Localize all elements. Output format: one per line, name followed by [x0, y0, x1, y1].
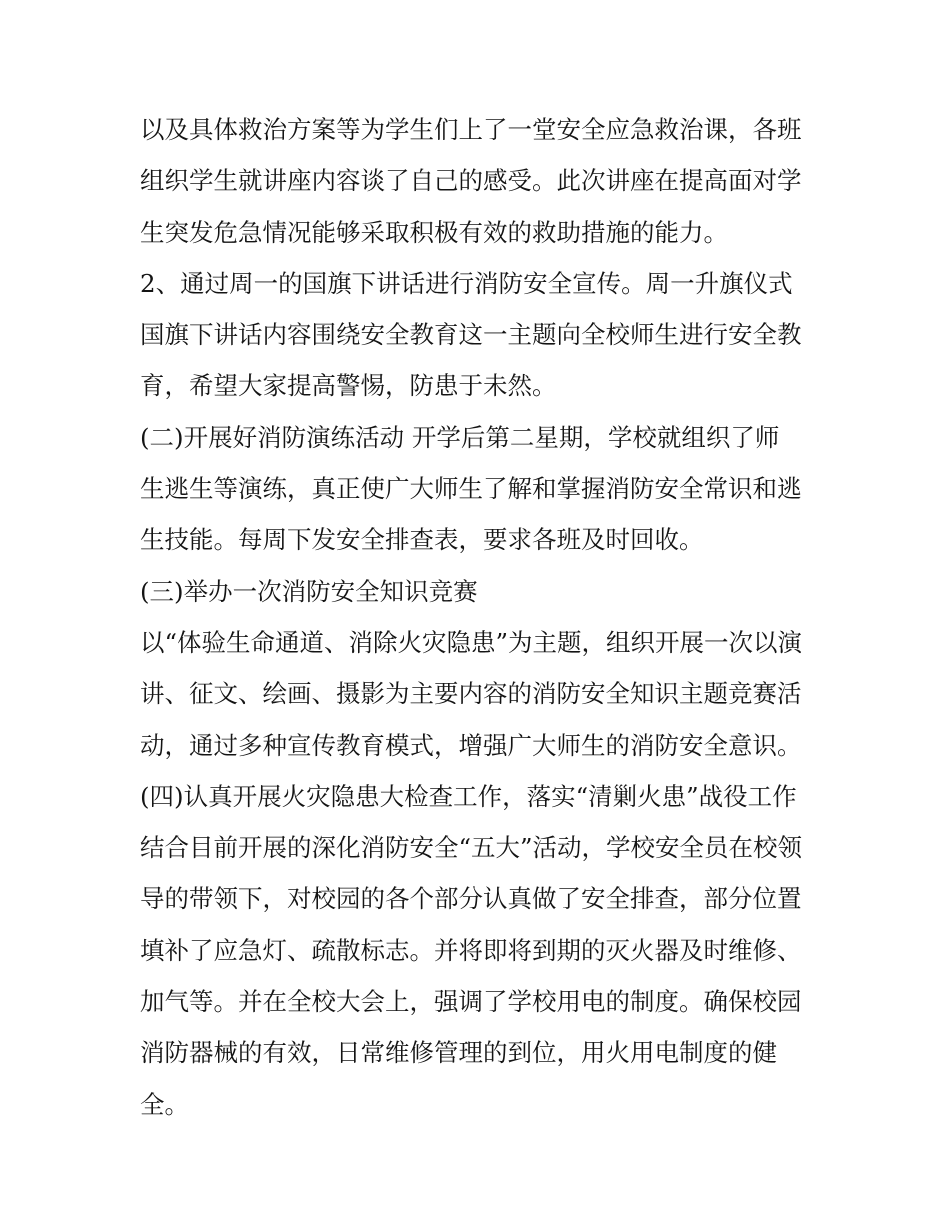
- text-line: 生突发危急情况能够采取积极有效的救助措施的能力。: [140, 217, 728, 247]
- text-line: 2、通过周一的国旗下讲话进行消防安全宣传。周一升旗仪式: [140, 268, 793, 298]
- section-heading: (四)认真开展火灾隐患大检查工作，落实“清剿火患”战役工作: [140, 781, 797, 811]
- text-line: 加气等。并在全校大会上，强调了学校用电的制度。确保校园: [140, 987, 802, 1017]
- text-line: 育，希望大家提高警惕，防患于未然。: [140, 371, 557, 401]
- text-line: 填补了应急灯、疏散标志。并将即将到期的灭火器及时维修、: [140, 935, 802, 965]
- text-line: 导的带领下，对校园的各个部分认真做了安全排查，部分位置: [140, 884, 802, 914]
- text-line: 以及具体救治方案等为学生们上了一堂安全应急救治课，各班: [140, 115, 802, 144]
- text-line: 生逃生等演练，真正使广大师生了解和掌握消防安全常识和逃: [140, 474, 802, 504]
- section-heading: (三)举办一次消防安全知识竞赛: [140, 576, 478, 606]
- text-line: 讲、征文、绘画、摄影为主要内容的消防安全知识主题竞赛活: [140, 679, 802, 709]
- text-line: 生技能。每周下发安全排查表，要求各班及时回收。: [140, 525, 704, 555]
- text-line: 结合目前开展的深化消防安全“五大”活动，学校安全员在校领: [140, 833, 803, 863]
- document-body: [140, 104, 820, 1130]
- text-line: 以“体验生命通道、消除火灾隐患”为主题，组织开展一次以演: [140, 627, 803, 657]
- text-line: 组织学生就讲座内容谈了自己的感受。此次讲座在提高面对学: [140, 166, 802, 196]
- text-line: 消防器械的有效，日常维修管理的到位，用火用电制度的健: [140, 1038, 777, 1068]
- section-heading: (二)开展好消防演练活动 开学后第二星期，学校就组织了师: [140, 422, 780, 452]
- text-line: 国旗下讲话内容围绕安全教育这一主题向全校师生进行安全教: [140, 320, 802, 350]
- text-line: 动，通过多种宣传教育模式，增强广大师生的消防安全意识。: [140, 730, 802, 760]
- text-line: 全。: [140, 1089, 189, 1119]
